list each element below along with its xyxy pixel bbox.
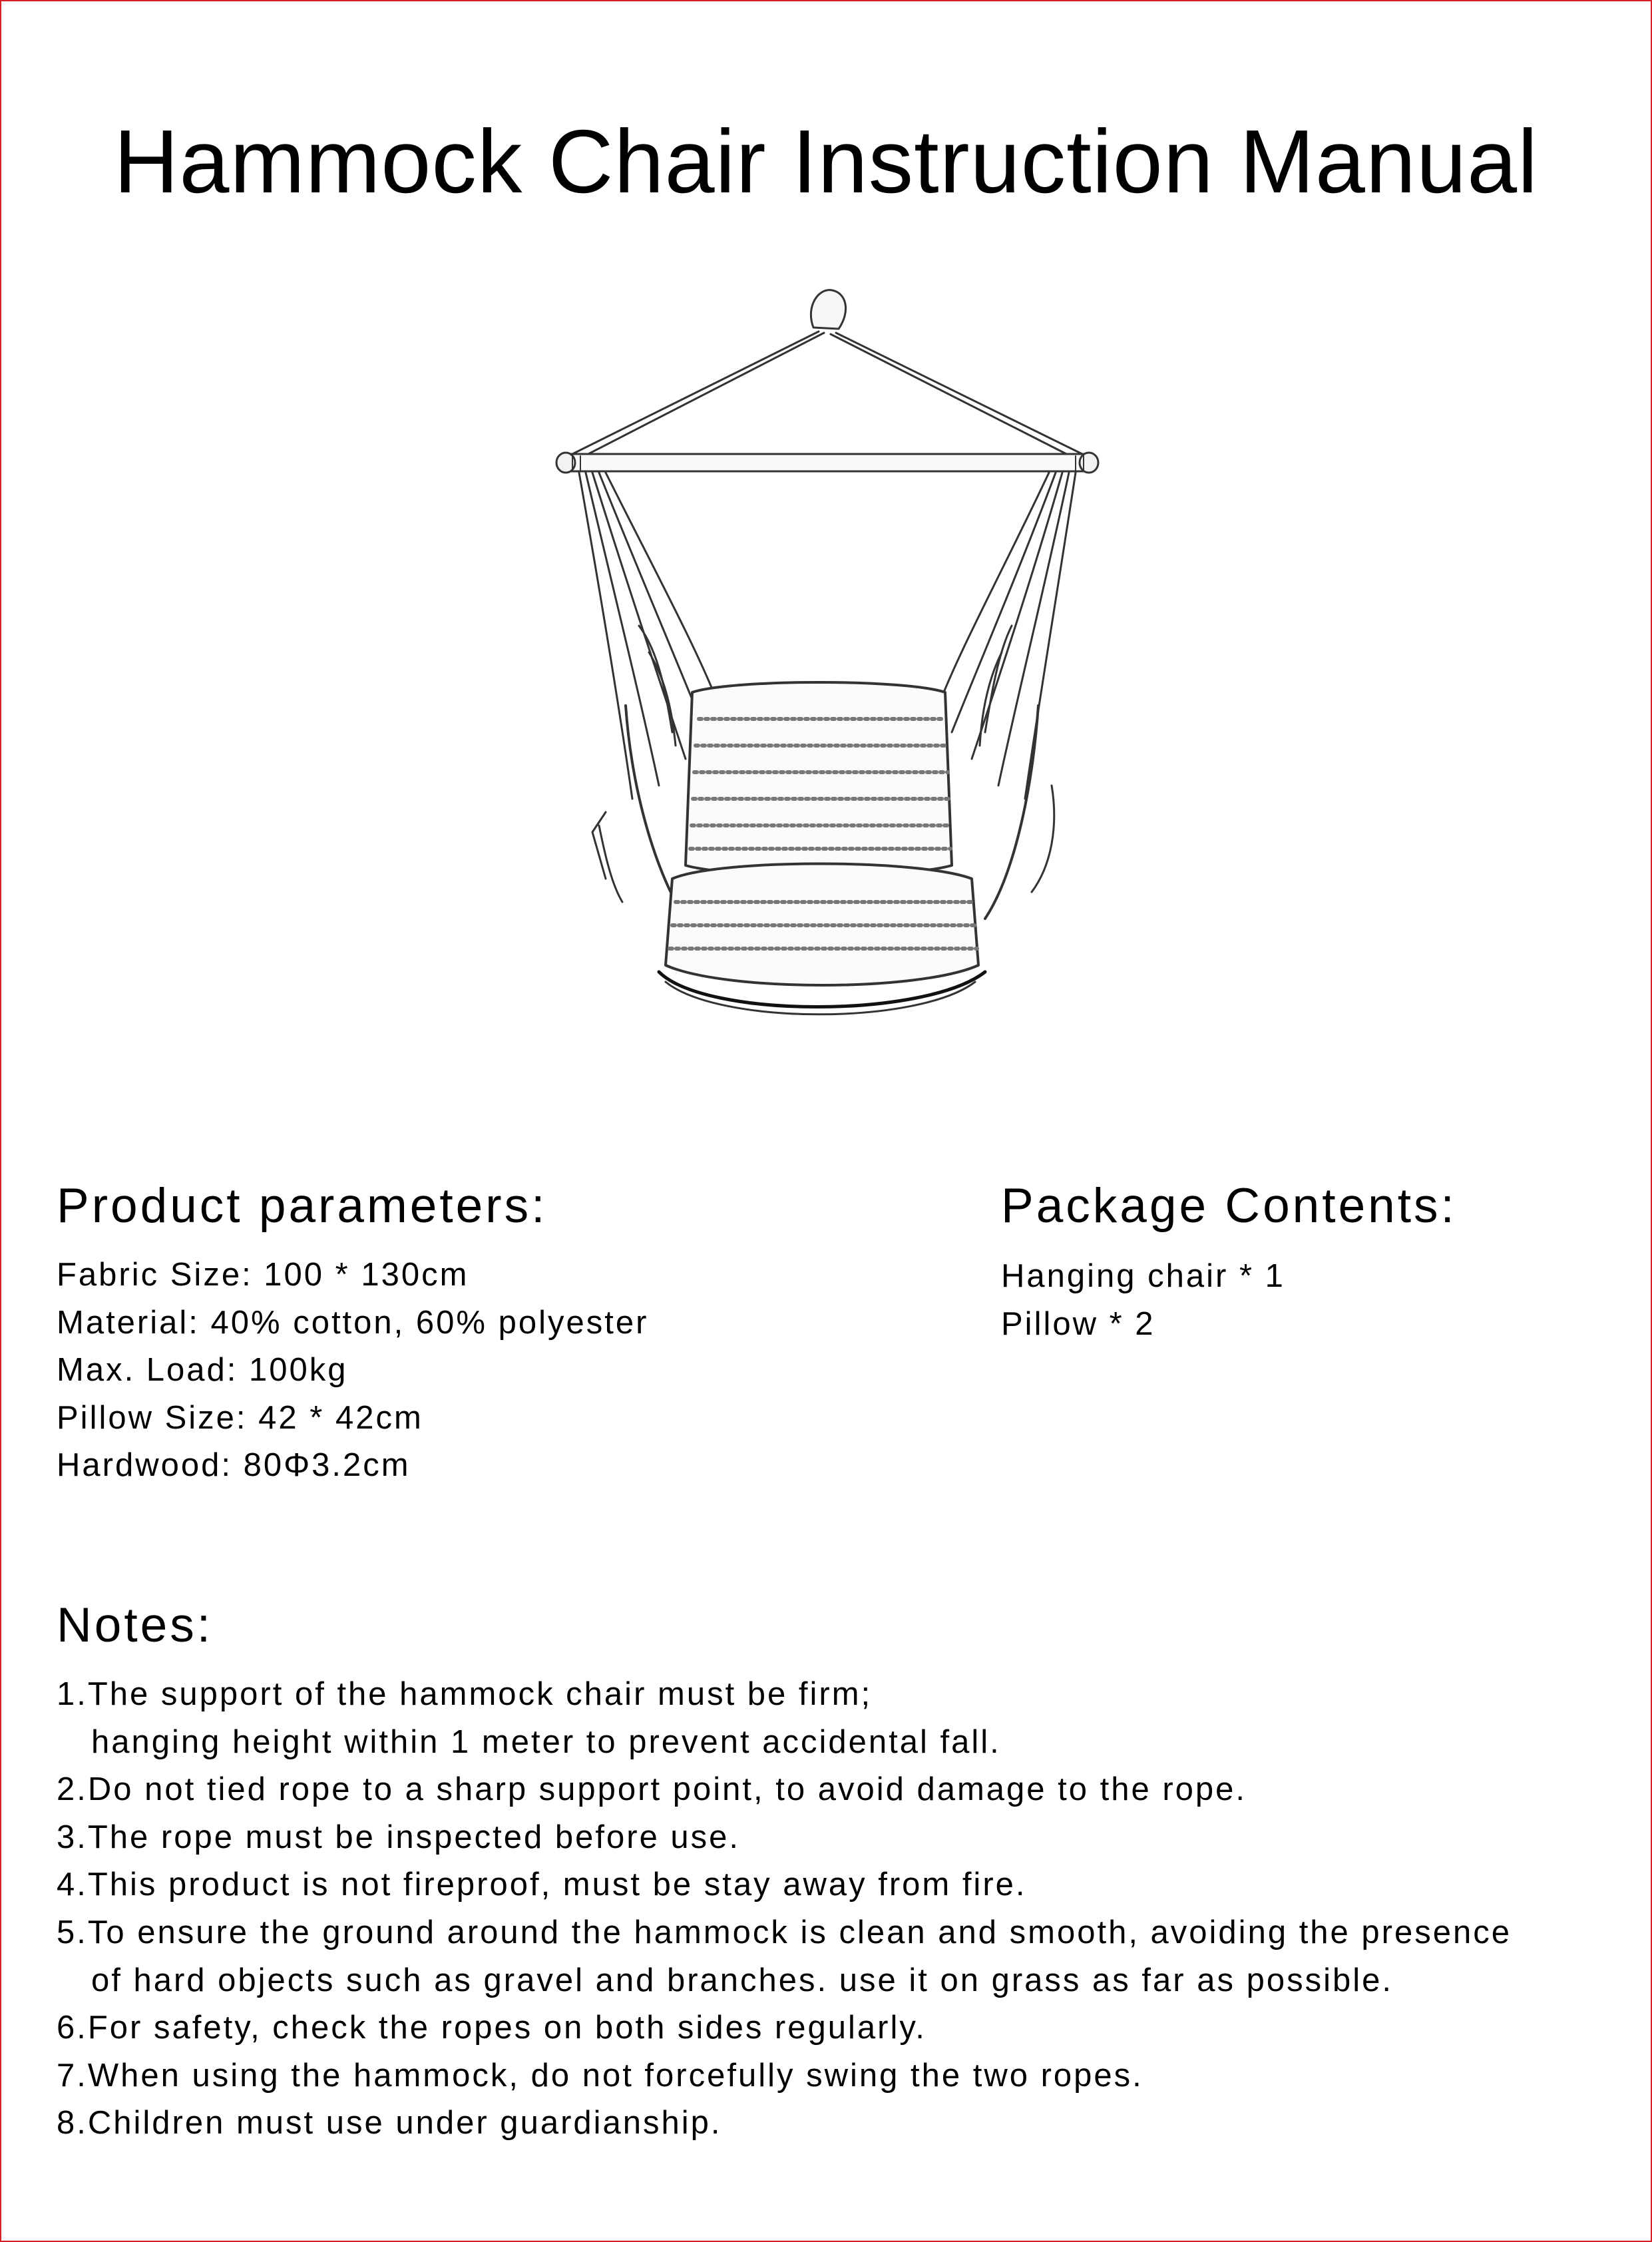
package-contents-list — [1001, 1253, 1285, 1348]
note-line: 2.Do not tied rope to a sharp support point, to avoid damage to the rope. — [57, 1771, 1247, 1808]
product-parameters-heading: Product parameters: — [57, 1179, 548, 1233]
notes-heading: Notes: — [57, 1598, 213, 1652]
note-line: hanging height within 1 meter to prevent accidental fall. — [91, 1723, 1001, 1760]
note-line: of hard objects such as gravel and branches. use it on grass as far as possible. — [91, 1962, 1393, 1998]
notes-list — [57, 1671, 1512, 2147]
package-contents-heading: Package Contents: — [1001, 1179, 1457, 1233]
package-item: Hanging chair * 1 — [1001, 1258, 1285, 1294]
parameter-item: Pillow Size: 42 * 42cm — [57, 1399, 423, 1436]
product-parameters-list — [57, 1251, 648, 1490]
page-title: Hammock Chair Instruction Manual — [113, 111, 1539, 212]
note-line: 8.Children must use under guardianship. — [57, 2105, 722, 2141]
note-line: 1.The support of the hammock chair must be firm; — [57, 1676, 873, 1712]
parameter-item: Material: 40% cotton, 60% polyester — [57, 1304, 649, 1341]
parameter-item: Fabric Size: 100 * 130cm — [57, 1257, 469, 1293]
note-line: 7.When using the hammock, do not forcefully swing the two ropes. — [57, 2057, 1143, 2094]
note-line: 6.For safety, check the ropes on both sides regularly. — [57, 2010, 927, 2046]
package-item: Pillow * 2 — [1001, 1305, 1155, 1342]
hammock-chair-sketch-icon — [506, 280, 1132, 1078]
parameter-item: Max. Load: 100kg — [57, 1352, 348, 1388]
note-line: 4.This product is not fireproof, must be stay away from fire. — [57, 1867, 1027, 1903]
parameter-item: Hardwood: 80Φ3.2cm — [57, 1447, 411, 1483]
note-line: 5.To ensure the ground around the hammock is clean and smooth, avoiding the presence — [57, 1914, 1512, 1950]
note-line: 3.The rope must be inspected before use. — [57, 1819, 741, 1855]
